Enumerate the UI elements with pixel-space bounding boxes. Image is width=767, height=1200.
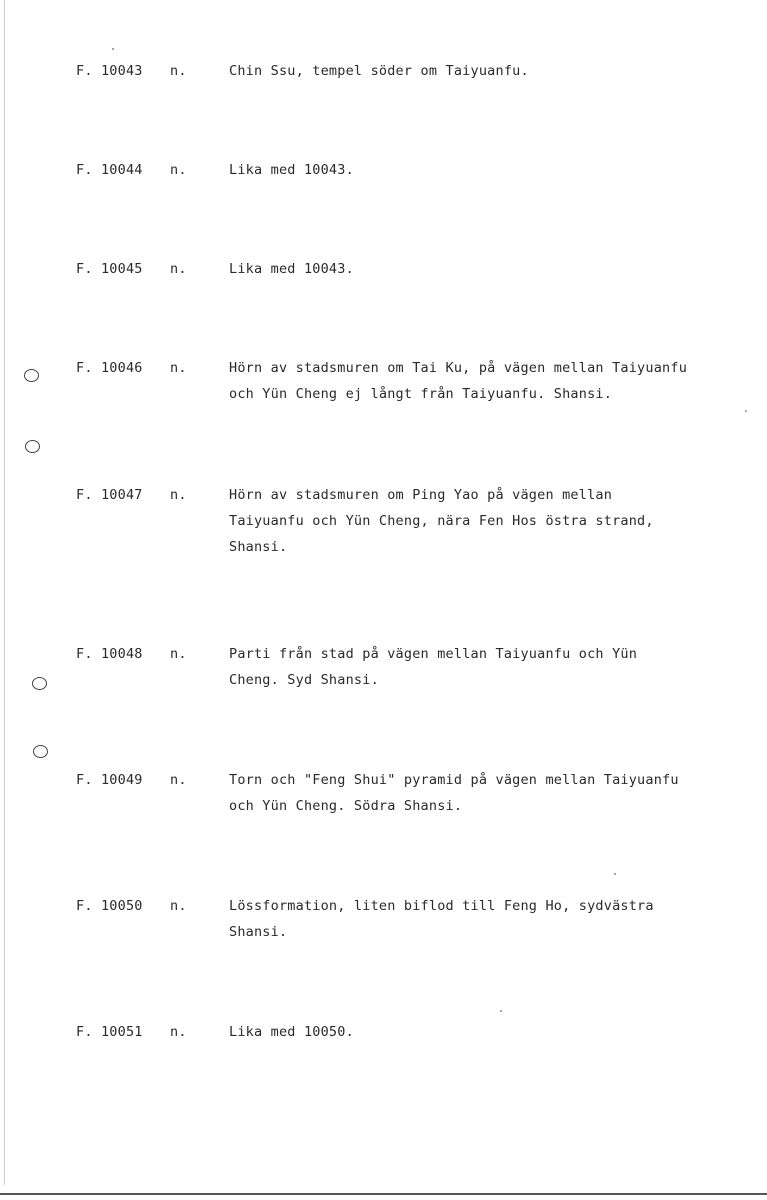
entry-description (229, 157, 709, 183)
description-line: Hörn av stadsmuren om Ping Yao på vägen mellan (229, 487, 613, 503)
entry-code: F. 10045 (76, 261, 143, 277)
entry-type: n. (170, 360, 187, 376)
entry-code: F. 10047 (76, 487, 143, 503)
description-line: och Yün Cheng ej långt från Taiyuanfu. Shansi. (229, 386, 613, 402)
description-line: Torn och "Feng Shui" pyramid på vägen mellan Taiyuanfu (229, 772, 679, 788)
entry-type: n. (170, 646, 187, 662)
description-line: Lika med 10050. (229, 1024, 354, 1040)
description-line: Shansi. (229, 924, 288, 940)
entry-type: n. (170, 898, 187, 914)
paper-speck (500, 1010, 502, 1012)
entry-type: n. (170, 162, 187, 178)
page-bottom-edge (0, 1193, 767, 1195)
entry-code: F. 10049 (76, 772, 143, 788)
entry-description (229, 893, 709, 945)
description-line: Hörn av stadsmuren om Tai Ku, på vägen mellan Taiyuanfu (229, 360, 688, 376)
punch-hole-mark (32, 677, 47, 690)
entry-type: n. (170, 63, 187, 79)
paper-speck (614, 873, 616, 875)
page-left-edge (4, 0, 5, 1185)
entry-code: F. 10050 (76, 898, 143, 914)
entry-description (229, 355, 709, 407)
entry-code: F. 10048 (76, 646, 143, 662)
paper-speck (112, 48, 114, 50)
entry-description (229, 1019, 709, 1045)
entry-type: n. (170, 487, 187, 503)
entry-description (229, 767, 709, 819)
entry-code: F. 10046 (76, 360, 143, 376)
entry-description (229, 256, 709, 282)
entry-description (229, 641, 709, 693)
description-line: Shansi. (229, 539, 288, 555)
paper-speck (745, 410, 747, 412)
entry-type: n. (170, 772, 187, 788)
description-line: Cheng. Syd Shansi. (229, 672, 379, 688)
description-line: Lika med 10043. (229, 162, 354, 178)
entry-description (229, 482, 709, 560)
entry-code: F. 10043 (76, 63, 143, 79)
entry-code: F. 10051 (76, 1024, 143, 1040)
entry-type: n. (170, 261, 187, 277)
punch-hole-mark (33, 745, 48, 758)
description-line: Chin Ssu, tempel söder om Taiyuanfu. (229, 63, 529, 79)
punch-hole-mark (25, 440, 40, 453)
description-line: Taiyuanfu och Yün Cheng, nära Fen Hos östra strand, (229, 513, 654, 529)
entry-description (229, 58, 709, 84)
description-line: Parti från stad på vägen mellan Taiyuanfu och Yün (229, 646, 638, 662)
punch-hole-mark (24, 369, 39, 382)
description-line: Lössformation, liten biflod till Feng Ho, sydvästra (229, 898, 654, 914)
description-line: Lika med 10043. (229, 261, 354, 277)
description-line: och Yün Cheng. Södra Shansi. (229, 798, 463, 814)
entry-type: n. (170, 1024, 187, 1040)
entry-code: F. 10044 (76, 162, 143, 178)
